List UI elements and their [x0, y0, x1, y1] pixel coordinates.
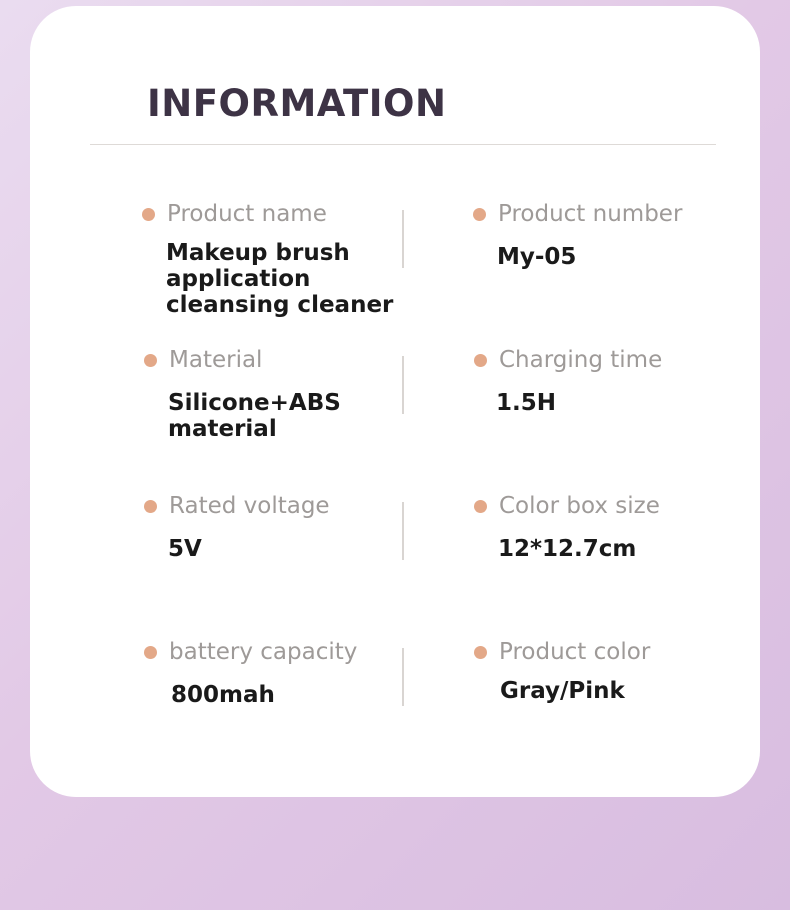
info-card — [30, 6, 760, 797]
spec-label: Product name — [167, 201, 327, 227]
bullet-dot — [473, 208, 486, 221]
page-title: INFORMATION — [147, 82, 447, 125]
spec-product-color — [474, 638, 650, 704]
spec-value: My-05 — [497, 244, 577, 270]
spec-label: Product number — [498, 201, 683, 227]
title-divider — [90, 144, 716, 145]
bullet-dot — [144, 500, 157, 513]
spec-product-number — [473, 200, 682, 270]
spec-value: Silicone+ABS material — [168, 390, 341, 442]
spec-label: Material — [169, 347, 263, 373]
column-divider — [402, 210, 404, 268]
spec-label: Product color — [499, 639, 651, 665]
bullet-dot — [142, 208, 155, 221]
spec-value: 800mah — [171, 682, 275, 708]
spec-value: 5V — [168, 536, 202, 562]
bullet-dot — [144, 354, 157, 367]
column-divider — [402, 648, 404, 706]
spec-product-name — [142, 200, 393, 318]
spec-rated-voltage — [144, 492, 330, 562]
spec-label: Color box size — [499, 493, 660, 519]
spec-color-box-size — [474, 492, 660, 562]
spec-label: Rated voltage — [169, 493, 330, 519]
column-divider — [402, 356, 404, 414]
column-divider — [402, 502, 404, 560]
bullet-dot — [474, 646, 487, 659]
spec-value: Makeup brush application cleansing cleaner — [166, 240, 394, 318]
spec-charging-time — [474, 346, 662, 416]
bullet-dot — [474, 354, 487, 367]
spec-value: 12*12.7cm — [498, 536, 637, 562]
spec-battery-capacity — [144, 638, 357, 708]
spec-material — [144, 346, 341, 442]
spec-label: Charging time — [499, 347, 663, 373]
bullet-dot — [474, 500, 487, 513]
spec-value: 1.5H — [496, 390, 556, 416]
spec-label: battery capacity — [169, 639, 358, 665]
bullet-dot — [144, 646, 157, 659]
spec-value: Gray/Pink — [500, 678, 625, 704]
